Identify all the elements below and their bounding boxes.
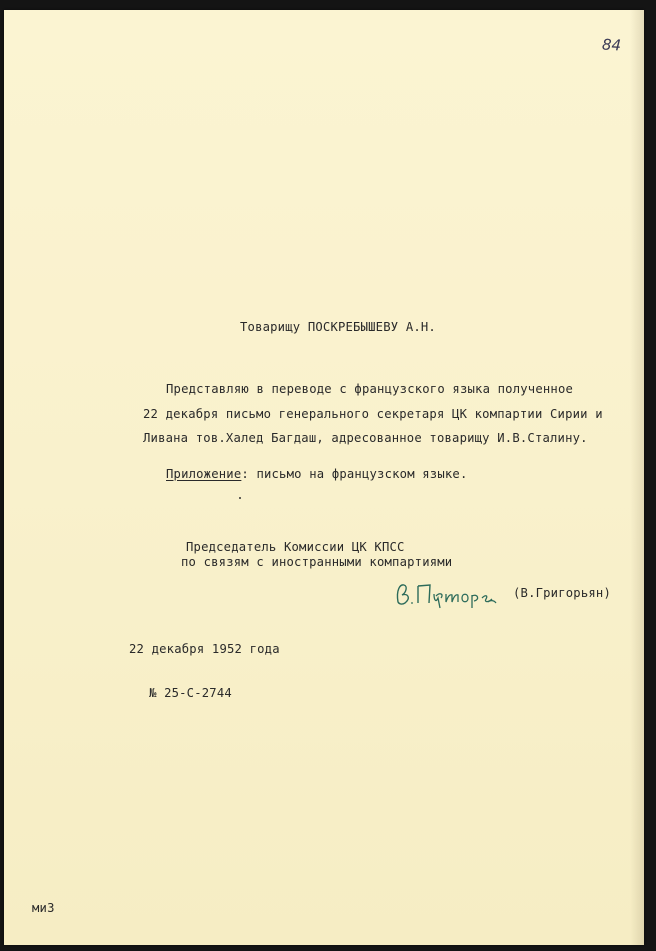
signatory-title-line-2: по связям с иностранными компартиями bbox=[181, 555, 453, 569]
signatory-name: (В.Григорьян) bbox=[513, 586, 611, 600]
handwritten-signature bbox=[392, 576, 498, 612]
addressee: Товарищу ПОСКРЕБЫШЕВУ А.Н. bbox=[240, 320, 436, 334]
stray-mark bbox=[239, 497, 241, 499]
attachment-text: : письмо на французском языке. bbox=[241, 467, 468, 481]
registration-number: № 25-С-2744 bbox=[149, 686, 232, 700]
footer-mark: ми3 bbox=[32, 901, 55, 915]
document-page bbox=[4, 10, 644, 945]
body-line-1: Представляю в переводе с французского языка полученное bbox=[166, 382, 574, 396]
signatory-title-line-1: Председатель Комиссии ЦК КПСС bbox=[186, 540, 405, 554]
body-line-3: Ливана тов.Халед Багдаш, адресованное товарищу И.В.Сталину. bbox=[143, 431, 588, 445]
page-number: 84 bbox=[601, 35, 622, 55]
attachment-label: Приложение bbox=[166, 467, 242, 481]
attachment-line bbox=[166, 467, 468, 481]
document-date: 22 декабря 1952 года bbox=[129, 642, 280, 656]
body-line-2: 22 декабря письмо генерального секретаря ЦК компартии Сирии и bbox=[143, 407, 603, 421]
